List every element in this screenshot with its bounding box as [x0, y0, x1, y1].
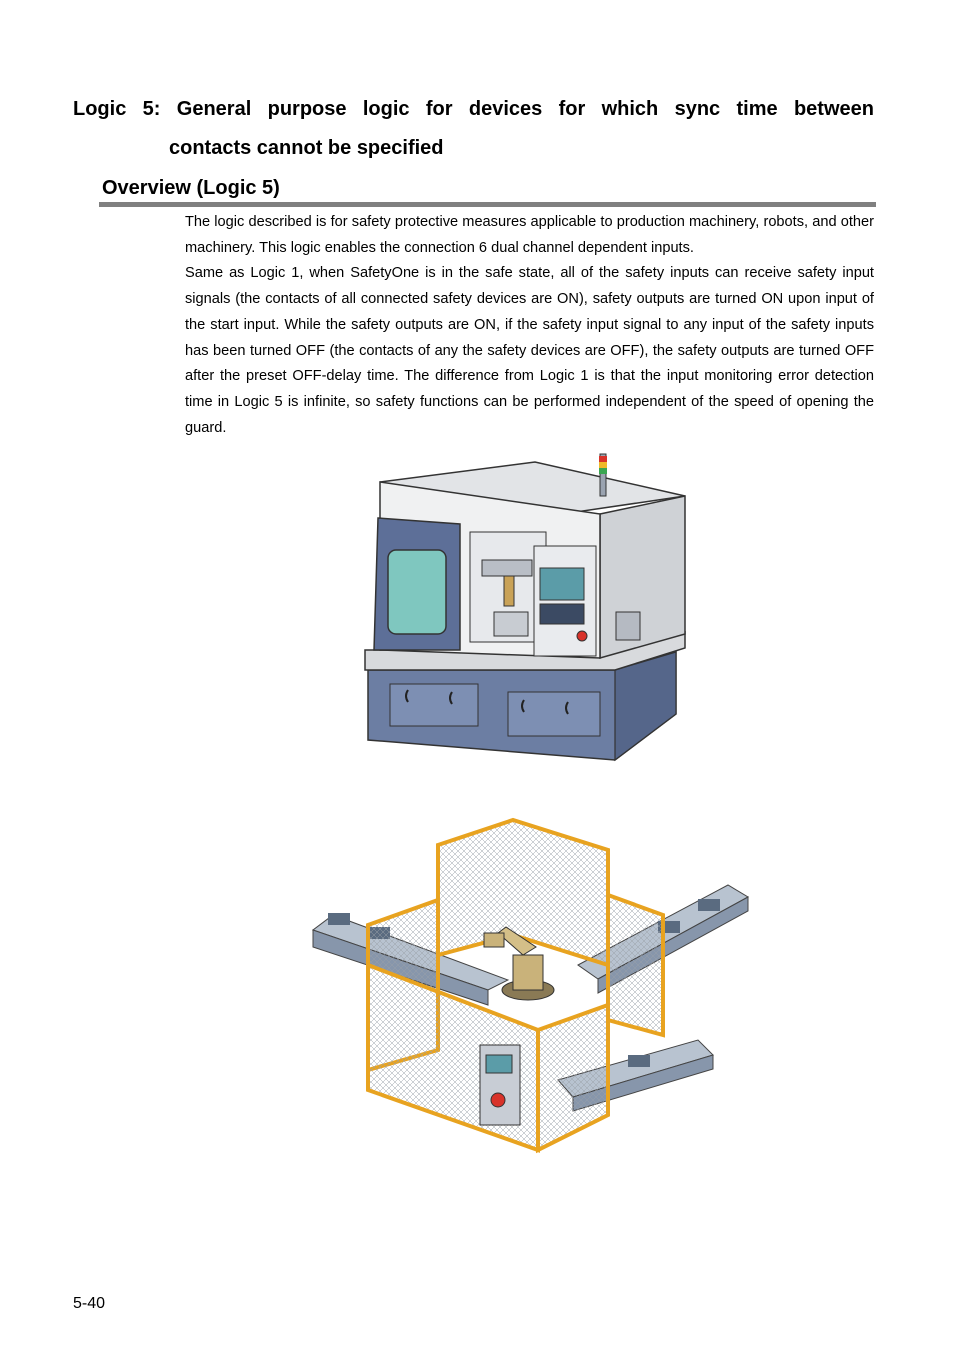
section-heading [73, 90, 874, 168]
subsection-heading: Overview (Logic 5) [102, 177, 280, 199]
machine-tool-illustration [360, 452, 690, 774]
heading-rule [99, 202, 876, 207]
heading-line-1: Logic 5: General purpose logic for devices for which sync time between [73, 98, 874, 120]
paragraph-2: Same as Logic 1, when SafetyOne is in the safe state, all of the safety inputs can receive safety input signals (the contacts of all connected safety devices are ON), safety outputs are turned ON upon input of the start input. While the safety outputs are ON, if the safety input signal to any input of the safety inputs has been turned OFF (the contacts of any the safety devices are OFF), the safety outputs are turned OFF after the preset OFF-delay time. The difference from Logic 1 is that the input monitoring error detection time in Logic 5 is infinite, so safety functions can be performed independent of the speed of opening the guard. [185, 265, 874, 436]
overview-text [185, 210, 874, 441]
heading-line-2: contacts cannot be specified [169, 137, 444, 159]
page-number: 5-40 [73, 1295, 106, 1312]
robot-cell-illustration [308, 815, 753, 1155]
paragraph-1: The logic described is for safety protective measures applicable to production machinery, robots, and other machinery. This logic enables the connection 6 dual channel dependent inputs. [185, 214, 874, 256]
